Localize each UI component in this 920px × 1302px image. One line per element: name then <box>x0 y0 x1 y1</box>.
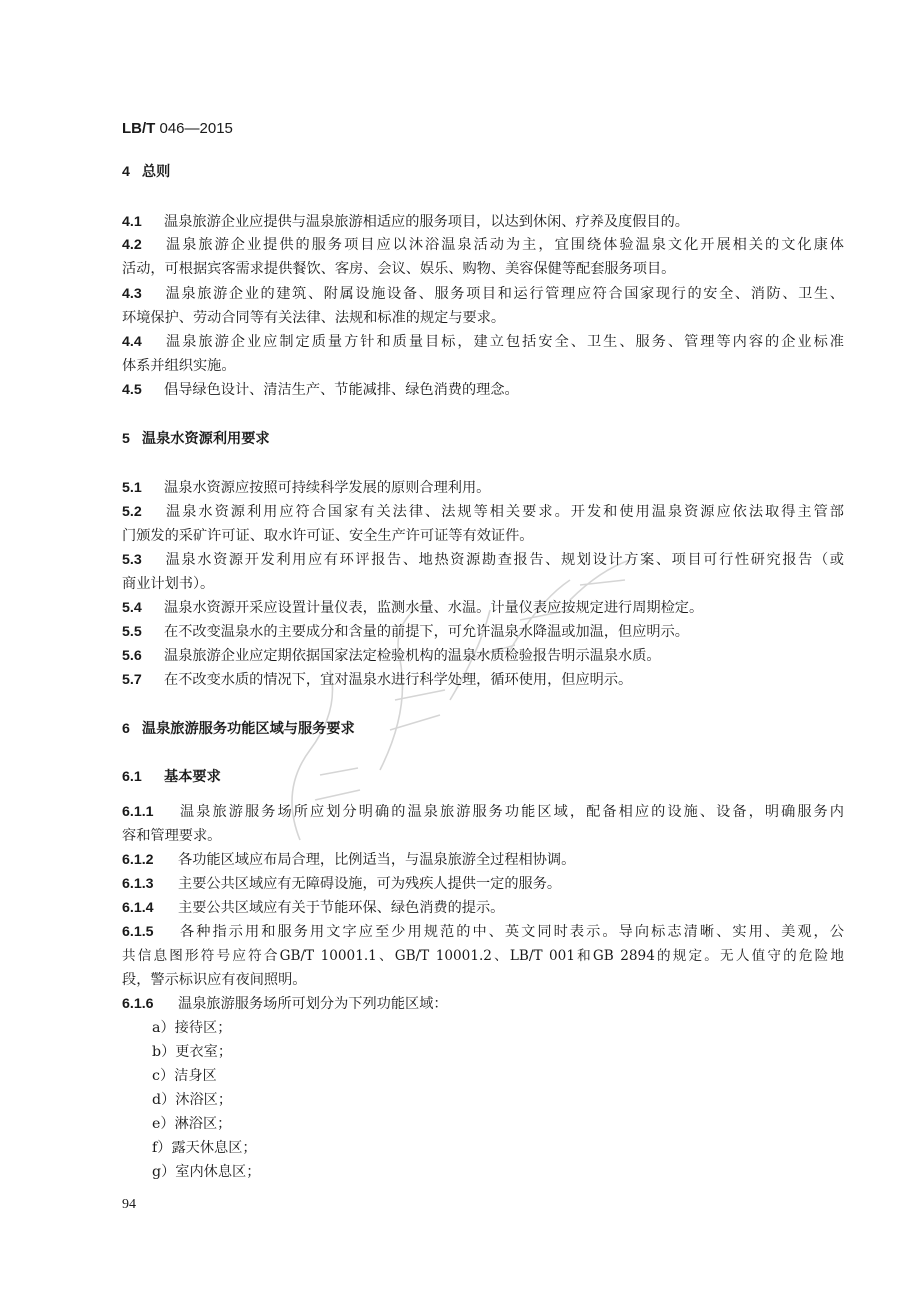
clause-6-1-1-cont: 容和管理要求。 <box>122 828 222 844</box>
list-item: a）接待区； <box>152 1020 232 1036</box>
clause-6-1-3: 6.1.3 主要公共区域应有无障碍设施，可为残疾人提供一定的服务。 <box>122 876 562 892</box>
list-item: c）洁身区 <box>152 1068 217 1084</box>
clause-5-7: 5.7 在不改变水质的情况下，宜对温泉水进行科学处理，循环使用，但应明示。 <box>122 672 633 688</box>
list-item: e）淋浴区； <box>152 1116 232 1132</box>
clause-4-5: 4.5 倡导绿色设计、清洁生产、节能减排、绿色消费的理念。 <box>122 382 519 398</box>
standard-code: LB/T 046—2015 <box>122 120 233 137</box>
clause-4-4-cont: 体系并组织实施。 <box>122 358 236 374</box>
clause-4-1: 4.1 温泉旅游企业应提供与温泉旅游相适应的服务项目，以达到休闲、疗养及度假目的。 <box>122 214 689 230</box>
clause-6-1-6: 6.1.6 温泉旅游服务场所可划分为下列功能区域： <box>122 996 448 1012</box>
list-item: f）露天休息区； <box>152 1140 257 1156</box>
clause-4-3-cont: 环境保护、劳动合同等有关法律、法规和标准的规定与要求。 <box>122 310 506 326</box>
clause-5-6: 5.6 温泉旅游企业应定期依据国家法定检验机构的温泉水质检验报告明示温泉水质。 <box>122 648 661 664</box>
clause-4-3: 4.3 温泉旅游企业的建筑、附属设施设备、服务项目和运行管理应符合国家现行的安全、消防、卫生、 <box>122 286 844 302</box>
clause-5-5: 5.5 在不改变温泉水的主要成分和含量的前提下，可允许温泉水降温或加温，但应明示。 <box>122 624 689 640</box>
clause-5-2: 5.2 温泉水资源利用应符合国家有关法律、法规等相关要求。开发和使用温泉资源应依法取得主管部 <box>122 504 844 520</box>
clause-5-3: 5.3 温泉水资源开发利用应有环评报告、地热资源勘查报告、规划设计方案、项目可行性研究报告（或 <box>122 552 844 568</box>
clause-6-1-2: 6.1.2 各功能区域应布局合理，比例适当，与温泉旅游全过程相协调。 <box>122 852 576 868</box>
clause-5-3-cont: 商业计划书）。 <box>122 576 215 592</box>
list-item: g）室内休息区； <box>152 1164 261 1180</box>
clause-6-1-5-cont: 共信息图形符号应符合GB/T 10001.1、GB/T 10001.2、LB/T 001和GB 2894的规定。无人值守的危险地 <box>122 948 844 964</box>
section-4-heading: 4 总则 <box>122 164 171 180</box>
clause-5-4: 5.4 温泉水资源开采应设置计量仪表，监测水量、水温。计量仪表应按规定进行周期检定。 <box>122 600 704 616</box>
clause-4-4: 4.4 温泉旅游企业应制定质量方针和质量目标，建立包括安全、卫生、服务、管理等内容的企业标准 <box>122 334 844 350</box>
list-item: b）更衣室； <box>152 1044 233 1060</box>
list-item: d）沐浴区； <box>152 1092 233 1108</box>
section-6-heading: 6 温泉旅游服务功能区域与服务要求 <box>122 721 355 737</box>
clause-4-2: 4.2 温泉旅游企业提供的服务项目应以沐浴温泉活动为主，宜围绕体验温泉文化开展相关的文化康体 <box>122 237 844 253</box>
clause-6-1-4: 6.1.4 主要公共区域应有关于节能环保、绿色消费的提示。 <box>122 900 505 916</box>
section-6-1-heading: 6.1 基本要求 <box>122 769 221 785</box>
page-number: 94 <box>122 1197 136 1212</box>
clause-6-1-1: 6.1.1 温泉旅游服务场所应划分明确的温泉旅游服务功能区域，配备相应的设施、设备，明确服务内 <box>122 804 844 820</box>
clause-5-1: 5.1 温泉水资源应按照可持续科学发展的原则合理利用。 <box>122 480 491 496</box>
clause-4-2-cont: 活动，可根据宾客需求提供餐饮、客房、会议、娱乐、购物、美容保健等配套服务项目。 <box>122 261 676 277</box>
clause-5-2-cont: 门颁发的采矿许可证、取水许可证、安全生产许可证等有效证件。 <box>122 528 534 544</box>
clause-6-1-5: 6.1.5 各种指示用和服务用文字应至少用规范的中、英文同时表示。导向标志清晰、实用、美观，公 <box>122 924 844 940</box>
clause-6-1-5-cont2: 段，警示标识应有夜间照明。 <box>122 972 307 988</box>
section-5-heading: 5 温泉水资源利用要求 <box>122 431 270 447</box>
